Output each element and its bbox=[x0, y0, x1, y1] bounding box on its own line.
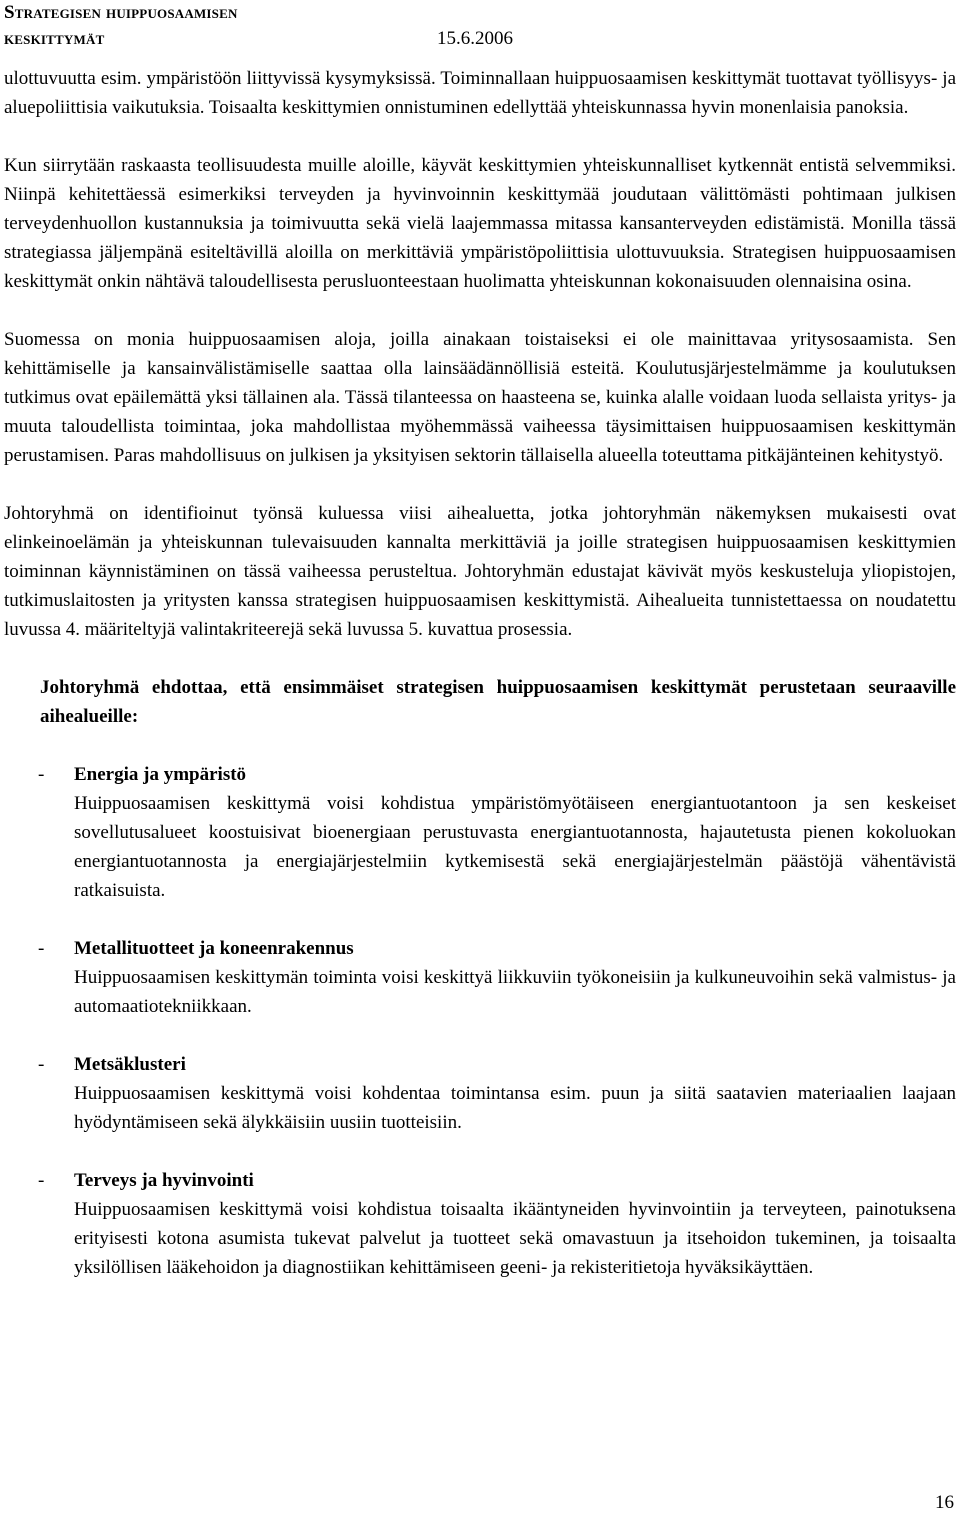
list-item-text: Huippuosaamisen keskittymä voisi kohdistua toisaalta ikääntyneiden hyvinvointiin ja terveyteen, painotuksena erityisesti kotona asumista tukevat palvelut ja tuotteet sekä omavastuun ja itsehoidon tukeminen, ja toisaalta yksilöllisen lääkehoidon ja diagnostiikan kehittämiseen geeni- ja rekisteritietoja hyväksikäyttäen. bbox=[74, 1199, 956, 1278]
list-item bbox=[4, 1166, 956, 1282]
list-item-title: Terveys ja hyvinvointi bbox=[74, 1170, 254, 1191]
paragraph: Kun siirrytään raskaasta teollisuudesta muille aloille, käyvät keskittymien yhteiskunnalliset kytkennät entistä selvemmiksi. Niinpä kehitettäessä esimerkiksi terveyden ja hyvinvoinnin keskittymää joudutaan välittömästi pohtimaan julkisen terveydenhuollon kustannuksia ja toimivuutta sekä vielä laajemmassa mitassa kansanterveyden edistämistä. Monilla tässä strategiassa jäljempänä esiteltävillä aloilla on merkittäviä ympäristöpoliittisia ulottuvuuksia. Strategisen huippuosaamisen keskittymät onkin nähtävä taloudellisesta perusluonteestaan huolimatta yhteiskunnan kokonaisuuden olennaisina osina. bbox=[4, 155, 956, 292]
proposal-heading: Johtoryhmä ehdottaa, että ensimmäiset strategisen huippuosaamisen keskittymät perustetaan seuraaville aihealueille: bbox=[40, 677, 956, 727]
page-header bbox=[4, 0, 513, 52]
document-body bbox=[4, 64, 956, 1282]
list-item bbox=[4, 760, 956, 905]
list-item bbox=[4, 1050, 956, 1137]
list-dash: - bbox=[38, 1054, 45, 1075]
list-item-text: Huippuosaamisen keskittymän toiminta voisi keskittyä liikkuviin työkoneisiin ja kulkuneuvoihin sekä valmistus- ja automaatiotekniikkaan. bbox=[74, 967, 956, 1017]
header-title-line1: Strategisen huippuosaamisen bbox=[4, 2, 238, 23]
list-item-text: Huippuosaamisen keskittymä voisi kohdentaa toimintansa esim. puun ja siitä saatavien materiaalien laajaan hyödyntämiseen sekä älykkäisiin uusiin tuotteisiin. bbox=[74, 1083, 956, 1133]
paragraph: Suomessa on monia huippuosaamisen aloja, joilla ainakaan toistaiseksi ei ole mainittavaa yritysosaamista. Sen kehittämiselle ja kansainvälistämiselle saattaa olla lainsäädännöllisiä esteitä. Koulutusjärjestelmämme ja koulutuksen tutkimus ovat epäilemättä yksi tällainen ala. Tässä tilanteessa on haasteena se, kuinka alalle voidaan luoda sellaista yritys- ja muuta taloudellista toimintaa, joka mahdollistaa myöhemmässä vaiheessa täysimittaisen huippuosaamisen keskittymän perustamisen. Paras mahdollisuus on julkisen ja yksityisen sektorin tällaisella alueella toteuttama pitkäjänteinen kehitystyö. bbox=[4, 329, 956, 466]
list-item-title: Metsäklusteri bbox=[74, 1054, 186, 1075]
list-item-title: Energia ja ympäristö bbox=[74, 764, 247, 785]
list-item-text: Huippuosaamisen keskittymä voisi kohdistua ympäristömyötäiseen energiantuotantoon ja sen keskeiset sovellutusalueet koostuisivat bioenergiaan perustuvasta energiantuotannosta, hajautetusta pienen kokoluokan energiantuotannosta ja energiajärjestelmiin kytkemisestä sekä energiajärjestelmän päästöjä vähentävistä ratkaisuista. bbox=[74, 793, 956, 901]
proposal-list bbox=[4, 760, 956, 1282]
list-item-title: Metallituotteet ja koneenrakennus bbox=[74, 938, 354, 959]
list-item bbox=[4, 934, 956, 1021]
paragraph: ulottuvuutta esim. ympäristöön liittyvissä kysymyksissä. Toiminnallaan huippuosaamisen keskittymät tuottavat työllisyys- ja aluepoliittisia vaikutuksia. Toisaalta keskittymien onnistuminen edellyttää yhteiskunnassa hyvin monenlaisia panoksia. bbox=[4, 68, 956, 118]
header-date: 15.6.2006 bbox=[437, 28, 513, 49]
list-dash: - bbox=[38, 1170, 45, 1191]
list-dash: - bbox=[38, 764, 45, 785]
paragraph: Johtoryhmä on identifioinut työnsä kuluessa viisi aihealuetta, jotka johtoryhmän näkemyksen mukaisesti ovat elinkeinoelämän ja yhteiskunnan tulevaisuuden kannalta merkittäviä ja joille strategisen huippuosaamisen keskittymien toiminnan käynnistäminen on tässä vaiheessa perusteltua. Johtoryhmän edustajat kävivät myös keskusteluja yliopistojen, tutkimuslaitosten ja yritysten kanssa strategisen huippuosaamisen keskittymistä. Aihealueita tunnistettaessa on noudatettu luvussa 4. määriteltyjä valintakriteerejä sekä luvussa 5. kuvattua prosessia. bbox=[4, 503, 956, 640]
header-title-line2: keskittymät bbox=[4, 28, 105, 49]
page-number: 16 bbox=[935, 1492, 954, 1513]
list-dash: - bbox=[38, 938, 45, 959]
